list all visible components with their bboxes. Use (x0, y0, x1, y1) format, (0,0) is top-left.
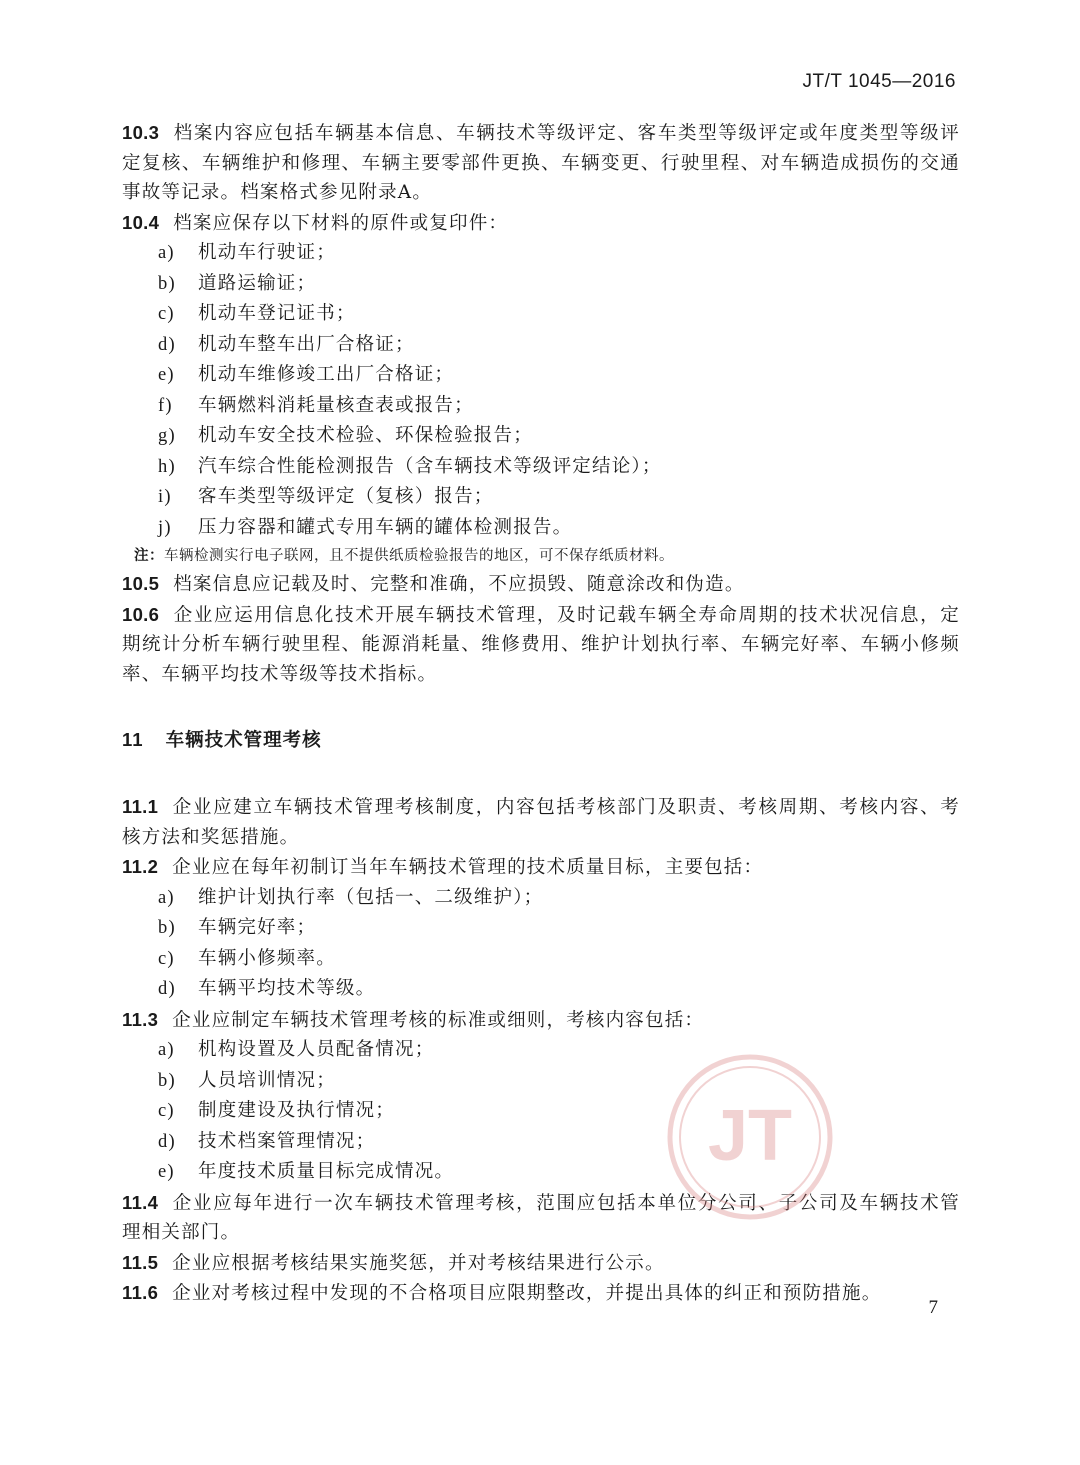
list-item-text: 机动车登记证书； (198, 303, 356, 324)
section-title: 车辆技术管理考核 (165, 730, 322, 751)
list-item (122, 269, 960, 300)
list-marker: b) (158, 1070, 176, 1091)
clause-text: 企业对考核过程中发现的不合格项目应限期整改，并提出具体的纠正和预防措施。 (172, 1283, 882, 1304)
standard-code: JT/T 1045—2016 (802, 71, 956, 92)
clause-text: 档案内容应包括车辆基本信息、车辆技术等级评定、客车类型等级评定或年度类型等级评定复核、车辆维护和修理、车辆主要零部件更换、车辆变更、行驶里程、对车辆造成损伤的交通事故等记录。档案格式参见附录A。 (122, 123, 960, 203)
clause-10-5 (122, 569, 960, 600)
jt-watermark-stamp (665, 1052, 835, 1222)
list-item (122, 913, 960, 944)
list-item-text: 制度建设及执行情况； (198, 1100, 396, 1121)
list-item-text: 技术档案管理情况； (198, 1130, 376, 1152)
list-marker: f) (158, 395, 173, 416)
list-item-text: 机动车维修竣工出厂合格证； (198, 364, 455, 385)
clause-10-6 (122, 600, 960, 690)
clause-number: 11.6 (122, 1282, 159, 1303)
list-marker: g) (158, 426, 176, 446)
clause-number: 10.3 (122, 122, 160, 143)
list-item-text: 机动车安全技术检验、环保检验报告； (198, 425, 533, 446)
list-item-text: 车辆完好率； (198, 917, 317, 938)
clause-text: 企业应每年进行一次车辆技术管理考核，范围应包括本单位分公司、子公司及车辆技术管理相关部门。 (122, 1192, 960, 1243)
list-marker: a) (158, 243, 175, 263)
clause-text: 企业应建立车辆技术管理考核制度，内容包括考核部门及职责、考核周期、考核内容、考核方法和奖惩措施。 (122, 797, 960, 848)
list-item-text: 维护计划执行率（包括一、二级维护）； (198, 886, 544, 908)
list-marker: a) (158, 887, 175, 908)
stamp-text: JT (707, 1096, 793, 1176)
list-item (122, 452, 960, 483)
list-item (122, 330, 960, 361)
clause-10-4 (122, 208, 960, 239)
page-number: 7 (928, 1297, 938, 1318)
clause-number: 11.3 (122, 1008, 159, 1030)
list-item-text: 机构设置及人员配备情况； (198, 1039, 435, 1060)
list-item-text: 年度技术质量目标完成情况。 (198, 1161, 455, 1182)
clause-11-1 (122, 792, 960, 852)
list-marker: e) (158, 365, 175, 385)
list-item (122, 944, 960, 975)
clause-number: 11.5 (122, 1251, 159, 1273)
list-item-text: 人员培训情况； (198, 1069, 336, 1091)
list-marker: c) (158, 304, 175, 324)
list-item-text: 客车类型等级评定（复核）报告； (198, 486, 494, 507)
list-item (122, 883, 960, 914)
list-marker: d) (158, 334, 176, 355)
clause-11-5 (122, 1248, 960, 1279)
list-marker: h) (158, 456, 176, 477)
clause-text: 档案应保存以下材料的原件或复印件： (173, 212, 509, 234)
list-item (122, 238, 960, 269)
clause-number: 11.4 (122, 1191, 159, 1213)
clause-11-2 (122, 852, 960, 883)
list-item-text: 车辆燃料消耗量核查表或报告； (198, 394, 474, 416)
list-item-text: 车辆平均技术等级。 (198, 978, 376, 999)
list-item (122, 513, 960, 544)
list-10-4 (122, 238, 960, 543)
list-marker: d) (158, 979, 176, 999)
section-heading (122, 725, 960, 756)
list-item-text: 道路运输证； (198, 272, 317, 294)
list-item-text: 汽车综合性能检测报告（含车辆技术等级评定结论）； (198, 455, 662, 477)
clause-11-3 (122, 1005, 960, 1036)
clause-text: 企业应制定车辆技术管理考核的标准或细则，考核内容包括： (172, 1009, 705, 1031)
list-marker: b) (158, 273, 176, 294)
list-item (122, 482, 960, 513)
clause-number: 10.5 (122, 573, 160, 594)
list-marker: c) (158, 948, 175, 969)
list-item-text: 机动车行驶证； (198, 242, 336, 263)
list-11-2 (122, 883, 960, 1005)
list-item (122, 360, 960, 391)
section-number: 11 (122, 729, 144, 750)
clause-11-6 (122, 1278, 960, 1309)
list-marker: e) (158, 1162, 175, 1182)
list-item (122, 421, 960, 452)
note-text: 车辆检测实行电子联网，且不提供纸质检验报告的地区，可不保存纸质材料。 (164, 548, 674, 564)
list-marker: j) (158, 517, 172, 538)
clause-text: 企业应根据考核结果实施奖惩，并对考核结果进行公示。 (172, 1252, 665, 1274)
clause-text: 企业应运用信息化技术开展车辆技术管理，及时记载车辆全寿命周期的技术状况信息，定期统计分析车辆行驶里程、能源消耗量、维修费用、维护计划执行率、车辆完好率、车辆小修频率、车辆平均技术等级等技术指标。 (122, 604, 960, 685)
note (122, 543, 960, 569)
list-marker: i) (158, 487, 172, 507)
list-item-text: 机动车整车出厂合格证； (198, 333, 415, 355)
clause-number: 10.4 (122, 211, 160, 233)
list-marker: b) (158, 918, 176, 938)
list-item (122, 974, 960, 1005)
list-item-text: 压力容器和罐式专用车辆的罐体检测报告。 (198, 516, 573, 538)
list-item (122, 391, 960, 422)
clause-number: 11.2 (122, 856, 159, 877)
list-marker: a) (158, 1040, 175, 1060)
list-marker: c) (158, 1101, 175, 1121)
clause-text: 档案信息应记载及时、完整和准确，不应损毁、随意涂改和伪造。 (173, 574, 745, 595)
note-label: 注： (134, 547, 164, 564)
list-item-text: 车辆小修频率。 (198, 947, 336, 969)
clause-text: 企业应在每年初制订当年车辆技术管理的技术质量目标，主要包括： (172, 857, 764, 878)
clause-number: 11.1 (122, 796, 159, 817)
clause-10-3 (122, 118, 960, 208)
clause-number: 10.6 (122, 603, 160, 625)
list-marker: d) (158, 1131, 176, 1152)
list-item (122, 299, 960, 330)
